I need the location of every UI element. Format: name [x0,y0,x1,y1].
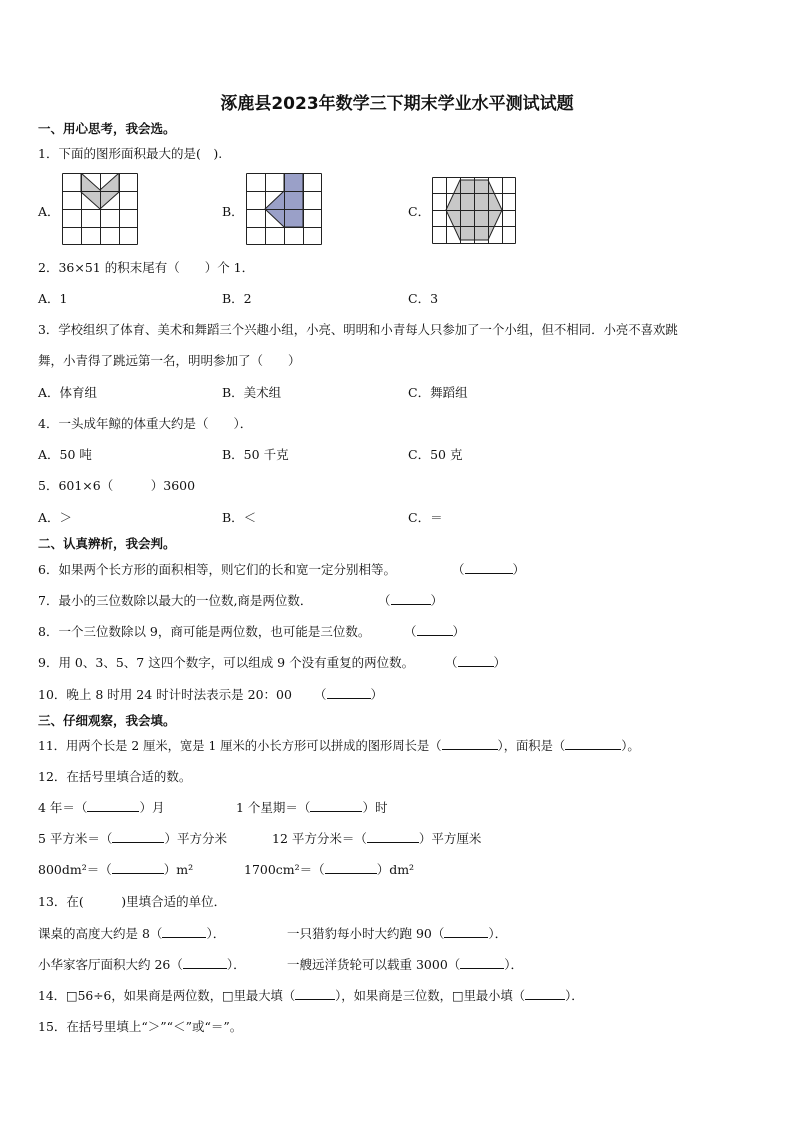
q12-item-6 [244,862,414,878]
q10-open-paren: （ [314,687,327,702]
q8-open-paren: （ [404,624,417,639]
q13-r1-blank[interactable] [162,926,206,938]
q1-option-c[interactable]: C． [408,204,431,219]
q14-part1: 14．□56÷6，如果商是两位数，□里最大填（ [38,989,296,1003]
q5-option-c[interactable]: C．＝ [408,510,443,525]
q12-r3-unit: ）m² [163,862,194,877]
q13-r1c-end: ）． [488,926,508,941]
q12-r2c-blank[interactable] [367,831,419,843]
grid-a [63,173,138,245]
q5-stem: 5．601×6（ ）3600 [38,478,196,493]
page-title: 涿鹿县2023年数学三下期末学业水平测试试题 [220,94,574,114]
q3-option-c[interactable]: C．舞蹈组 [408,385,468,400]
q4-option-c[interactable]: C．50 克 [408,447,463,462]
q9-close-paren: ） [493,655,507,670]
q3-option-a[interactable]: A．体育组 [38,385,98,400]
q13-r1c-label: 一只猎豹每小时大约跑 90（ [287,926,445,941]
q3-option-b[interactable]: B．美术组 [222,385,282,400]
q13-r1c-blank[interactable] [444,926,488,938]
q13-r2c-end: ）． [504,957,524,972]
section-2-heading: 二、认真辨析，我会判。 [38,536,176,551]
q13-r2c-label: 一艘远洋货轮可以载重 3000（ [287,957,461,972]
q8-answer[interactable] [404,624,465,640]
q8-close-paren: ） [452,624,466,639]
q3-stem-line2: 舞，小青得了跳远第一名，明明参加了（ ） [38,353,301,368]
q12-item-5 [38,862,193,878]
q10-close-paren: ） [370,687,384,702]
q5-option-b[interactable]: B．＜ [222,510,257,525]
q8-text: 8．一个三位数除以 9，商可能是两位数，也可能是三位数。 [38,624,371,639]
q1-stem: 1．下面的图形面积最大的是( ). [38,146,223,161]
q7-open-paren: （ [378,593,391,608]
q6-answer[interactable] [452,562,525,578]
q14-part2: ），如果商是三位数，□里最小填（ [335,989,526,1003]
q7-close-paren: ） [430,593,444,608]
q4-stem: 4．一头成年鲸的体重大约是（ ）． [38,416,253,431]
q9-answer[interactable] [445,655,506,671]
q5-option-a[interactable]: A．＞ [38,510,73,525]
q13-r2-blank[interactable] [183,957,227,969]
q2-stem: 2．36×51 的积末尾有（ ）个 1． [38,260,255,275]
q13-item-1 [38,926,225,942]
q11-part1: 11．用两个长是 2 厘米，宽是 1 厘米的小长方形可以拼成的图形周长是（ [38,739,442,753]
q12-r2-unit: ）平方分米 [164,831,227,846]
q2-option-c[interactable]: C．3 [408,291,439,306]
q13-r2-label: 小华家客厅面积大约 26（ [38,957,183,972]
q1-option-b[interactable]: B． [222,204,244,219]
q7-text: 7．最小的三位数除以最大的一位数,商是两位数． [38,593,313,608]
q12-r2c-unit: ）平方厘米 [418,831,482,846]
q12-r3c-blank[interactable] [325,862,377,874]
q13-r1-end: ）． [206,926,226,941]
q13-item-2 [287,926,507,942]
q11-line [38,738,640,754]
q11-part3: ）。 [621,739,640,753]
q13-stem: 13．在( )里填合适的单位． [38,894,227,909]
q12-r1-unit: ）月 [139,800,165,815]
q13-item-4 [287,957,523,973]
q2-option-b[interactable]: B．2 [222,291,252,306]
q12-r3-label: 800dm²＝（ [38,862,112,877]
grid-b [247,173,322,245]
q14-blank-max[interactable] [295,988,335,1000]
q12-r3-blank[interactable] [112,862,164,874]
q12-r1c-blank[interactable] [310,800,362,812]
q6-text: 6．如果两个长方形的面积相等，则它们的长和宽一定分别相等。 [38,562,396,577]
q12-r3c-unit: ）dm² [376,862,415,877]
q10-answer[interactable] [314,687,383,703]
q12-stem: 12．在括号里填合适的数。 [38,769,192,784]
q1-option-a[interactable]: A． [38,204,60,219]
q9-blank[interactable] [458,655,494,667]
q13-item-3 [38,957,246,973]
q14-blank-min[interactable] [525,988,565,1000]
q4-option-b[interactable]: B．50 千克 [222,447,289,462]
q1-figure-c [432,177,516,244]
q7-blank[interactable] [391,593,431,605]
q10-text: 10．晚上 8 时用 24 时计时法表示是 20：00 [38,687,292,702]
q1-figure-b [246,173,322,245]
q14-part3: ）． [565,989,584,1003]
q9-text: 9．用 0、3、5、7 这四个数字，可以组成 9 个没有重复的两位数。 [38,655,415,670]
q12-r2-label: 5 平方米＝（ [38,831,113,846]
section-1-heading: 一、用心思考，我会选。 [38,121,176,136]
section-3-heading: 三、仔细观察，我会填。 [38,713,176,728]
grid-c [433,178,516,244]
q2-option-a[interactable]: A．1 [38,291,68,306]
q14-line [38,988,584,1004]
q11-blank-perimeter[interactable] [442,738,498,750]
q15-stem: 15．在括号里填上“＞”“＜”或“＝”。 [38,1019,243,1034]
q11-part2: ），面积是（ [497,739,566,753]
q8-blank[interactable] [417,624,453,636]
q6-blank[interactable] [465,562,513,574]
q12-r1c-label: 1 个星期＝（ [236,800,311,815]
q12-r1-blank[interactable] [87,800,139,812]
q12-r2-blank[interactable] [112,831,164,843]
q10-blank[interactable] [327,687,371,699]
q12-r2c-label: 12 平方分米＝（ [272,831,367,846]
q3-stem-line1: 3．学校组织了体育、美术和舞蹈三个兴趣小组，小亮、明明和小青每人只参加了一个小组，但不相同．小亮不喜欢跳 [38,322,678,337]
q13-r2c-blank[interactable] [460,957,504,969]
q13-r2-end: ）． [226,957,246,972]
q12-r1-label: 4 年＝（ [38,800,88,815]
q4-option-a[interactable]: A．50 吨 [38,447,92,462]
q12-r3c-label: 1700cm²＝（ [244,862,325,877]
q1-figure-a [62,173,138,245]
q12-item-4 [272,831,481,847]
q11-blank-area[interactable] [565,738,621,750]
q12-r1c-unit: ）时 [362,800,388,815]
q12-item-1 [38,800,164,816]
q6-close-paren: ） [512,562,526,577]
q12-item-3 [38,831,227,847]
q6-open-paren: （ [452,562,465,577]
q13-r1-label: 课桌的高度大约是 8（ [38,926,163,941]
q12-item-2 [236,800,387,816]
q7-answer[interactable] [378,593,443,609]
q9-open-paren: （ [445,655,458,670]
